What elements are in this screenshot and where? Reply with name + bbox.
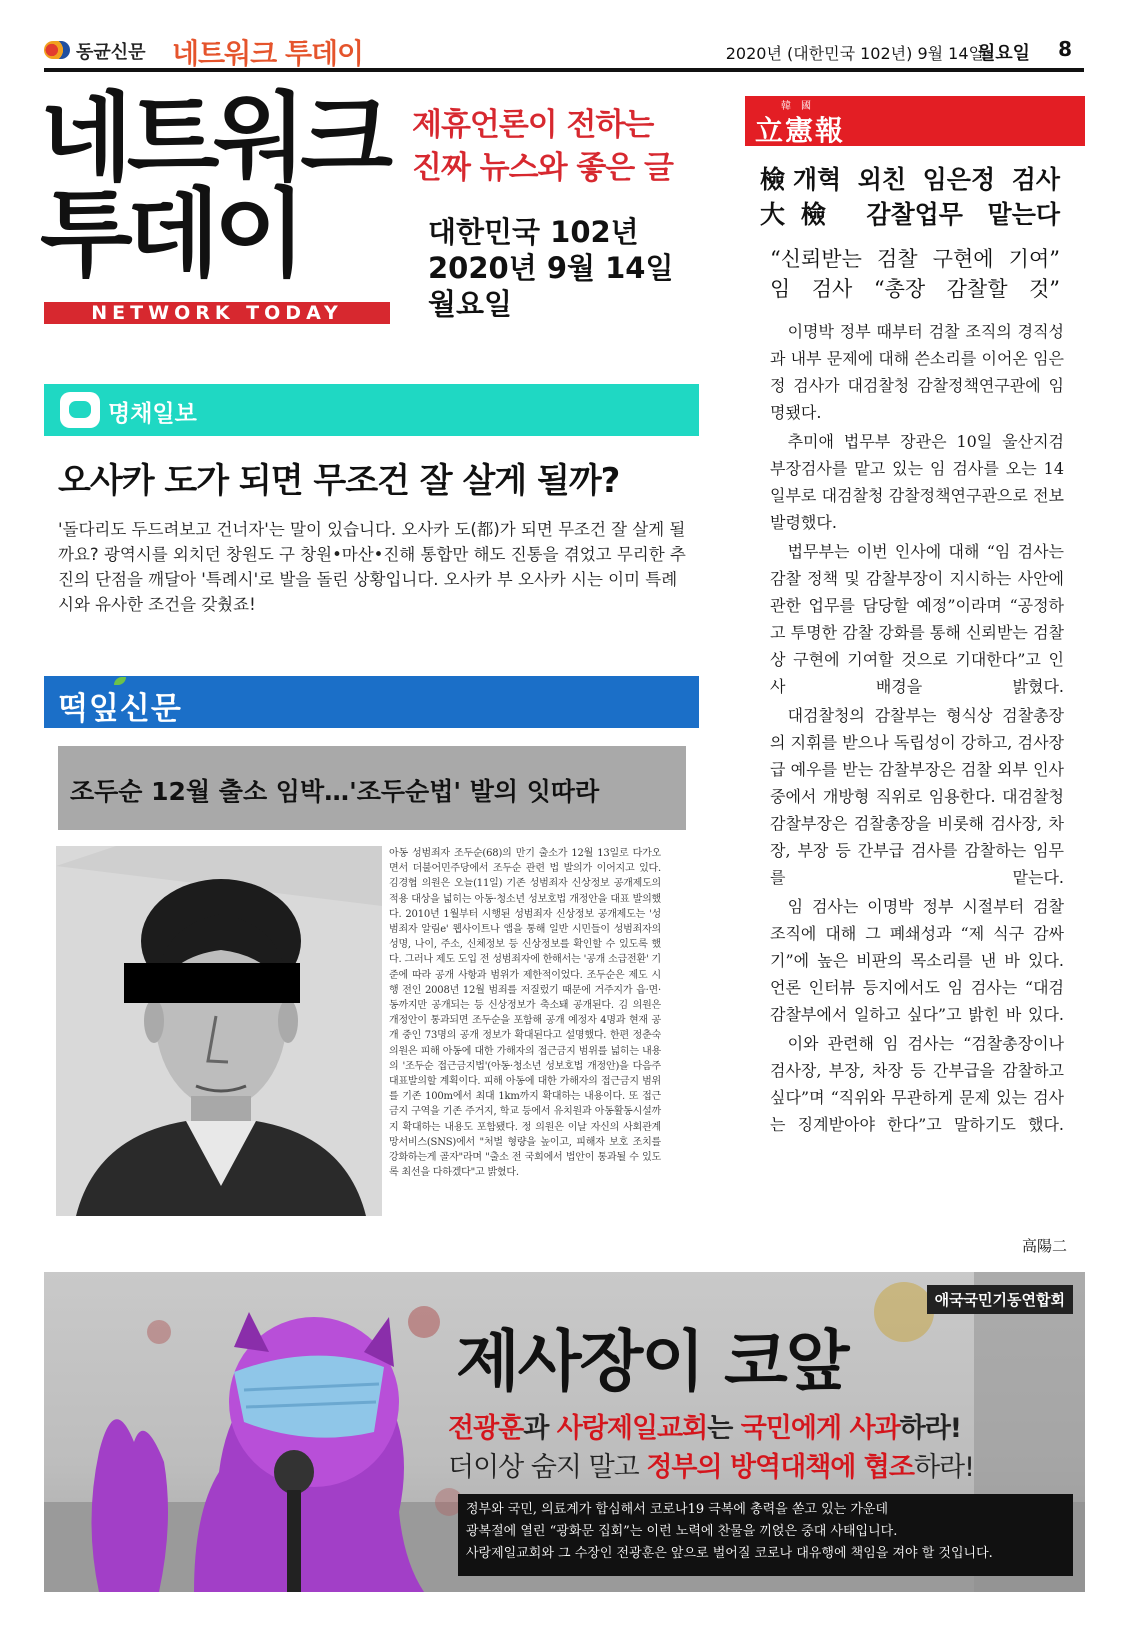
article-paragraph: 이명박 정부 때부터 검찰 조직의 경직성과 내부 문제에 대해 쓴소리를 이어온 임은정 검사가 대검찰청 감찰정책연구관에 임명됐다. — [770, 322, 1064, 422]
masthead-slogan — [412, 104, 673, 190]
slogan-line2: 진짜 뉴스와 좋은 글 — [412, 150, 673, 186]
masthead-title-line2: 투데이 — [40, 178, 301, 290]
masthead-subtitle: NETWORK TODAY — [44, 302, 390, 324]
header-date: 2020년 (대한민국 102년) 9월 14일 — [725, 44, 984, 63]
ad-title: 제사장이 코앞 — [456, 1322, 848, 1400]
header-day: 월요일 — [977, 43, 1030, 64]
masthead-title — [40, 82, 387, 290]
masthead-date-line3: 월요일 — [428, 287, 513, 321]
ad-message-box — [458, 1494, 1073, 1576]
ad-message-line: 사랑제일교회와 그 수장인 전광훈은 앞으로 벌어질 코로나 대유행에 책임을 져야 할 것입니다. — [466, 1546, 993, 1561]
article-paragraph: 이와 관련해 임 검사는 “검찰총장이나 검사장, 부장, 차장 등 간부급을 감찰하고 싶다”며 “직위와 무관하게 문제 있는 검사는 징계받아야 한다”고 말하기도 했다. — [770, 1034, 1064, 1134]
header-brand-title: 네트워크 투데이 — [172, 37, 364, 70]
heonbeop-name-small: 韓國 — [781, 101, 821, 112]
heonbeop-nameplate — [745, 96, 1085, 146]
imeunjeong-sub-line1: “신뢰받는 검찰 구현에 기여” — [770, 247, 1060, 271]
osaka-article-body: '돌다리도 두드려보고 건너자'는 말이 있습니다. 오사카 도(都)가 되면 무조건 잘 살게 될까요? 광역시를 외치던 창원도 구 창원•마산•진해 통합만 해도 진통을 겪었고 무리한 추진의 단점을 깨달아 '특례시'로 발을 돌린 상황입니다. 오사카 부 오사카 시는 이미 특례시와 유사한 조건을 갖췄죠! — [58, 520, 686, 614]
article-paragraph: 대검찰청의 감찰부는 형식상 검찰총장의 지휘를 받으나 독립성이 강하고, 검사장급 예우를 받는 감찰부장은 검찰 외부 인사 중에서 개방형 직위로 임용한다. 대검찰청 감찰부장은 검찰총장을 비롯해 검사장, 차장, 부장 등 간부급 검사를 감찰하는 임무를 맡는다. — [770, 706, 1064, 887]
masthead-date-line2: 2020년 9월 14일 — [428, 251, 674, 285]
page-number: 8 — [1058, 37, 1072, 61]
masthead-title-line1: 네트워크 — [40, 82, 387, 194]
page-header — [44, 32, 1084, 72]
ad-organization: 애국국민기동연합회 — [927, 1285, 1073, 1314]
ad-text: 더이상 숨지 말고 — [448, 1452, 647, 1483]
imeunjeong-subheadline — [770, 244, 1060, 304]
suspect-photo — [56, 846, 382, 1216]
jodusun-article-clip: 아동 성범죄자 조두순(68)의 만기 출소가 12월 13일로 다가오면서 더불어민주당에서 조두순 관련 법 발의가 이어지고 있다. 김경협 의원은 오늘(11일) 기존 성범죄자 신상정보 공개제도의 적용 대상을 넓히는 아동·청소년 성보호법 개정안을 대표 발의했다. 2010년 1월부터 시행된 성범죄자 신상정보 공개제도는 '성범죄자 알림e' 웹사이트나 앱을 통해 일반 시민들이 성범죄자의 성명, 나이, 주소, 신체정보 등 신상정보를 확인할 수 있도록 했다. 그러나 제도 도입 전 성범죄자에 한해서는 '공개 소급전환' 기준에 따라 공개 사항과 범위가 제한적이었다. 조두순은 제도 시행 전인 2008년 12월 범죄를 저질렀기 때문에 거주지가 읍·면·동까지만 공개되는 등 신상정보가 축소돼 공개된다. 김 의원은 개정안이 통과되면 조두순을 포함해 공개 예정자 4명과 현재 공개 중인 73명의 공개 정보가 확대된다고 설명했다. 한편 정춘숙 의원은 피해 아동에 대한 가해자의 접근금지 범위를 넓히는 내용의 '조두순 접근금지법'(아동·청소년 성보호법 개정안)을 다음주 대표발의할 계획이다. 피해 아동에 대한 가해자의 접근금지 범위를 기존 100m에서 최대 1km까지 확대하는 내용이다. 또 접근금지 구역을 기존 주거지, 학교 등에서 유치원과 아동활동시설까지 확대하는 내용도 포함됐다. 정 의원은 이날 자신의 사회관계망서비스(SNS)에서 "처벌 형량을 높이고, 피해자 보호 조치를 강화하는게 골자"라며 "출소 전 국회에서 법안이 통과될 수 있도록 최선을 다하겠다"고 밝혔다. — [389, 848, 661, 1179]
jodusun-headline-box[interactable] — [58, 746, 686, 830]
dongkyun-logo-icon — [44, 41, 70, 59]
ad-text: 는 — [707, 1413, 741, 1444]
article-byline: 高陽二 — [1022, 1237, 1068, 1255]
ad-slogan-line2 — [448, 1445, 974, 1484]
heonbeop-name: 立憲報 — [755, 114, 846, 147]
ad-text: 과 — [523, 1413, 557, 1444]
ad-slogan-line1 — [448, 1406, 961, 1445]
article-paragraph: 추미애 법무부 장관은 10일 울산지검 부장검사를 맡고 있는 임 검사를 오는 14일부로 대검찰청 감찰정책연구관으로 전보 발령했다. — [770, 432, 1064, 532]
masthead-date-line1: 대한민국 102년 — [428, 215, 639, 249]
imeunjeong-article-body — [770, 318, 1064, 1140]
ad-message-line: 광복절에 열린 “광화문 집회”는 이런 노력에 찬물을 끼얹은 중대 사태입니다. — [466, 1524, 898, 1539]
ad-text: 하라! — [899, 1413, 962, 1444]
myungchae-name: 명채일보 — [108, 401, 197, 427]
ad-text-red: 전광훈 — [448, 1413, 524, 1444]
ad-message-line: 정부와 국민, 의료계가 합심해서 코로나19 극복에 총력을 쏟고 있는 가운데 — [466, 1502, 889, 1517]
imeunjeong-headline-line2: 大檢 감찰업무 맡는다 — [760, 200, 1060, 229]
article-paragraph: 법무부는 이번 인사에 대해 “임 검사는 감찰 정책 및 감찰부장이 지시하는 사안에 관한 업무를 담당할 예정”이라며 “공정하고 투명한 감찰 강화를 통해 신뢰받는 검찰상 구현에 기여할 것으로 기대한다”고 인사 배경을 밝혔다. — [770, 542, 1064, 696]
tteokip-name: 떡잎신문 — [58, 691, 182, 727]
imeunjeong-sub-line2: 임 검사 “총장 감찰할 것” — [770, 277, 1060, 301]
imeunjeong-headline[interactable] — [760, 162, 1060, 232]
masthead-date — [428, 214, 673, 322]
ad-banner[interactable] — [44, 1272, 1085, 1592]
myungchae-logo-icon — [60, 392, 100, 428]
ad-text: 하라! — [913, 1452, 974, 1483]
myungchae-section-bar — [44, 384, 699, 436]
header-brand-small: 동균신문 — [76, 42, 146, 63]
jodusun-headline: 조두순 12월 출소 임박…'조두순법' 발의 잇따라 — [70, 777, 600, 806]
osaka-headline[interactable]: 오사카 도가 되면 무조건 잘 살게 될까? — [58, 461, 620, 501]
ad-text-red: 사랑제일교회 — [556, 1413, 708, 1444]
tteokip-section-bar — [44, 676, 699, 728]
imeunjeong-headline-line1: 檢개혁 외친 임은정 검사 — [760, 165, 1060, 194]
ad-text-red: 국민에게 사과 — [740, 1413, 900, 1444]
ad-text-red: 정부의 방역대책에 협조 — [646, 1452, 914, 1483]
slogan-line1: 제휴언론이 전하는 — [412, 107, 654, 143]
article-paragraph: 임 검사는 이명박 정부 시절부터 검찰 조직에 대해 그 폐쇄성과 “제 식구 감싸기”에 높은 비판의 목소리를 낸 바 있다. 언론 인터뷰 등지에서도 임 검사는 “대검 감찰부에서 일하고 싶다”고 밝힌 바 있다. — [770, 897, 1064, 1024]
